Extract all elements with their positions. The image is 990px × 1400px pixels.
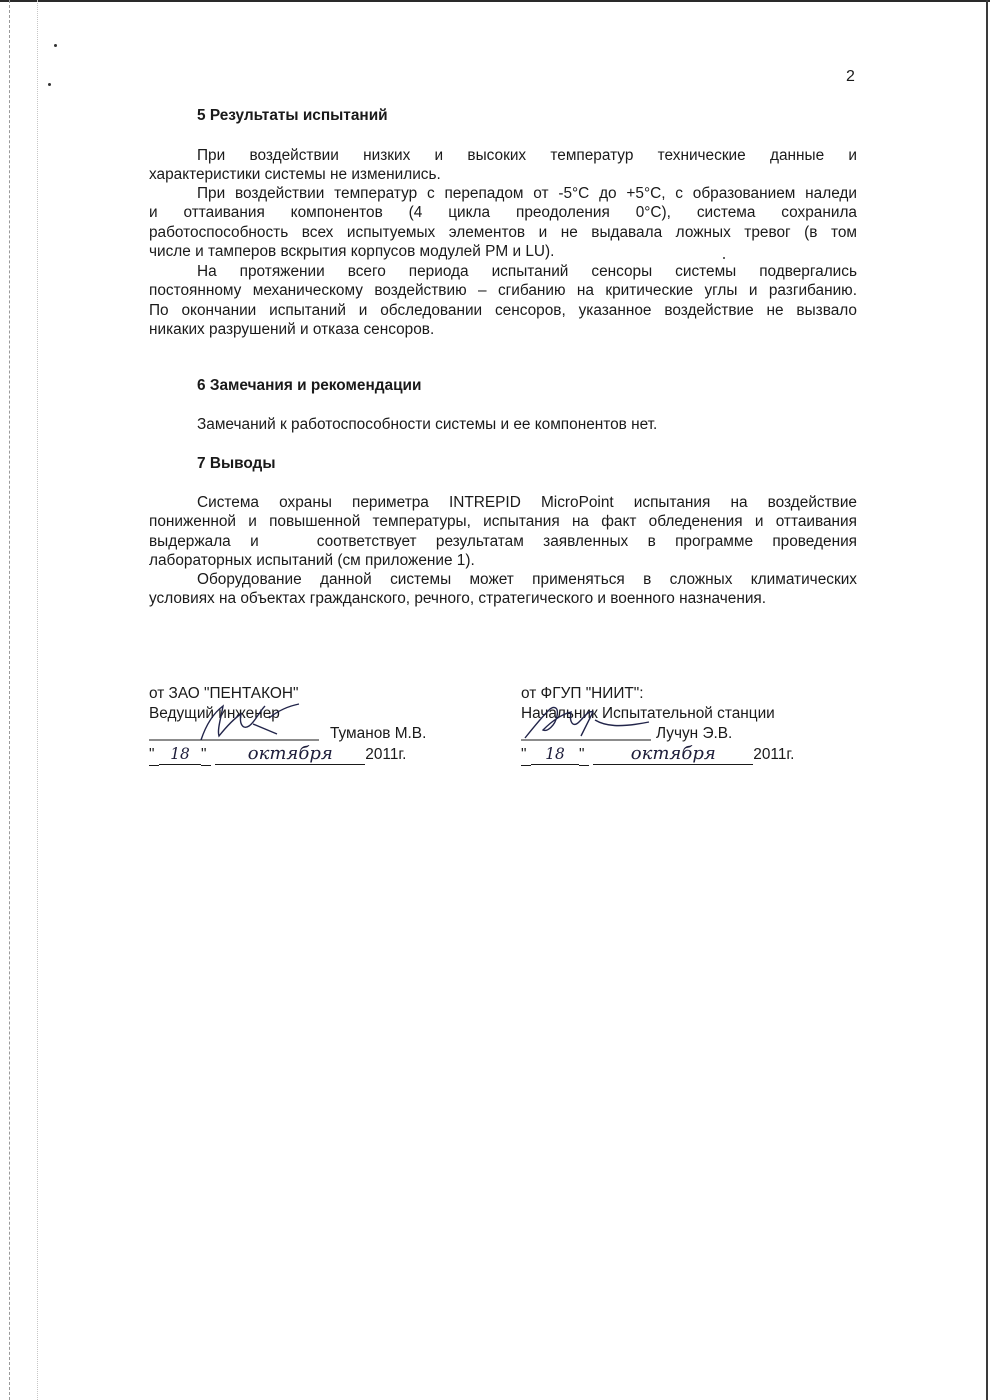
remarks-paragraph bbox=[197, 415, 857, 434]
page-number: 2 bbox=[846, 68, 855, 85]
signatory-organization: от ЗАО "ПЕНТАКОН" bbox=[149, 685, 299, 702]
date-quote: " bbox=[579, 745, 589, 766]
text-line: никаких разрушений и отказа сенсоров. bbox=[149, 321, 435, 339]
text-line: Замечаний к работоспособности системы и ее компонентов нет. bbox=[197, 416, 658, 433]
date-month: октября bbox=[593, 744, 753, 765]
text-line: условиях на объектах гражданского, речного, стратегического и военного назначения. bbox=[149, 590, 767, 608]
scan-left-margin bbox=[37, 0, 38, 1400]
section-heading-remarks: 6 Замечания и рекомендации bbox=[197, 377, 422, 394]
text-line: лабораторных испытаний (см приложение 1). bbox=[149, 552, 475, 570]
signatory-name: Лучун Э.В. bbox=[656, 725, 733, 742]
conclusions-paragraph-1 bbox=[149, 493, 857, 571]
signatory-name: Туманов М.В. bbox=[330, 725, 427, 742]
date-year: 2011г. bbox=[365, 746, 407, 763]
text-line: числе и тамперов вскрытия корпусов модулей PM и LU). bbox=[149, 243, 555, 261]
text-line: По окончании испытаний и обследовании сенсоров, указанное воздействие не вызвало bbox=[149, 301, 857, 319]
date-quote: " bbox=[521, 745, 531, 766]
text-line: Оборудование данной системы может применяться в сложных климатических bbox=[197, 571, 857, 588]
date-day: 18 bbox=[531, 744, 579, 765]
date-day: 18 bbox=[159, 744, 201, 765]
text-line: пониженной и повышенной температуры, испытания на факт обледенения и оттаивания bbox=[149, 513, 857, 531]
text-line: характеристики системы не изменились. bbox=[149, 166, 441, 184]
results-paragraph-3 bbox=[149, 262, 857, 340]
text-line: работоспособность всех испытуемых элементов и не выдавала ложных тревог (в том bbox=[149, 223, 857, 241]
scan-left-edge bbox=[9, 0, 10, 1400]
date-month: октября bbox=[215, 744, 365, 765]
signatory-position: Ведущий инженер bbox=[149, 705, 280, 722]
date-year: 2011г. bbox=[753, 746, 795, 763]
text-line: Система охраны периметра INTREPID MicroPoint испытания на воздействие bbox=[197, 494, 857, 511]
date-quote: " bbox=[149, 745, 159, 766]
scan-right-edge bbox=[986, 0, 988, 1400]
text-line: При воздействии низких и высоких температур технические данные и bbox=[197, 147, 857, 164]
handwritten-signature bbox=[519, 700, 659, 748]
results-paragraph-1 bbox=[149, 146, 857, 185]
text-line: постоянному механическому воздействию – сгибанию на критические углы и разгибанию. bbox=[149, 282, 857, 300]
handwritten-signature bbox=[149, 700, 329, 748]
text-line: На протяжении всего периода испытаний сенсоры системы подвергались bbox=[197, 263, 857, 280]
text-line: выдержала и соответствует результатам заявленных в программе проведения bbox=[149, 532, 857, 550]
signatory-position: Начальник Испытательной станции bbox=[521, 705, 775, 722]
section-heading-results: 5 Результаты испытаний bbox=[197, 107, 388, 124]
results-paragraph-2 bbox=[149, 184, 857, 262]
section-heading-conclusions: 7 Выводы bbox=[197, 455, 276, 472]
text-line: и оттаивания компонентов (4 цикла преодоления 0°С), система сохранила bbox=[149, 204, 857, 222]
scan-speck bbox=[54, 44, 57, 47]
text-line: При воздействии температур с перепадом от -5°С до +5°С, с образованием наледи bbox=[197, 185, 857, 202]
date-quote: " bbox=[201, 745, 211, 766]
conclusions-paragraph-2 bbox=[149, 570, 857, 609]
scan-speck bbox=[48, 83, 51, 86]
scan-top-edge bbox=[0, 0, 990, 2]
signatory-organization: от ФГУП "НИИТ": bbox=[521, 685, 644, 702]
